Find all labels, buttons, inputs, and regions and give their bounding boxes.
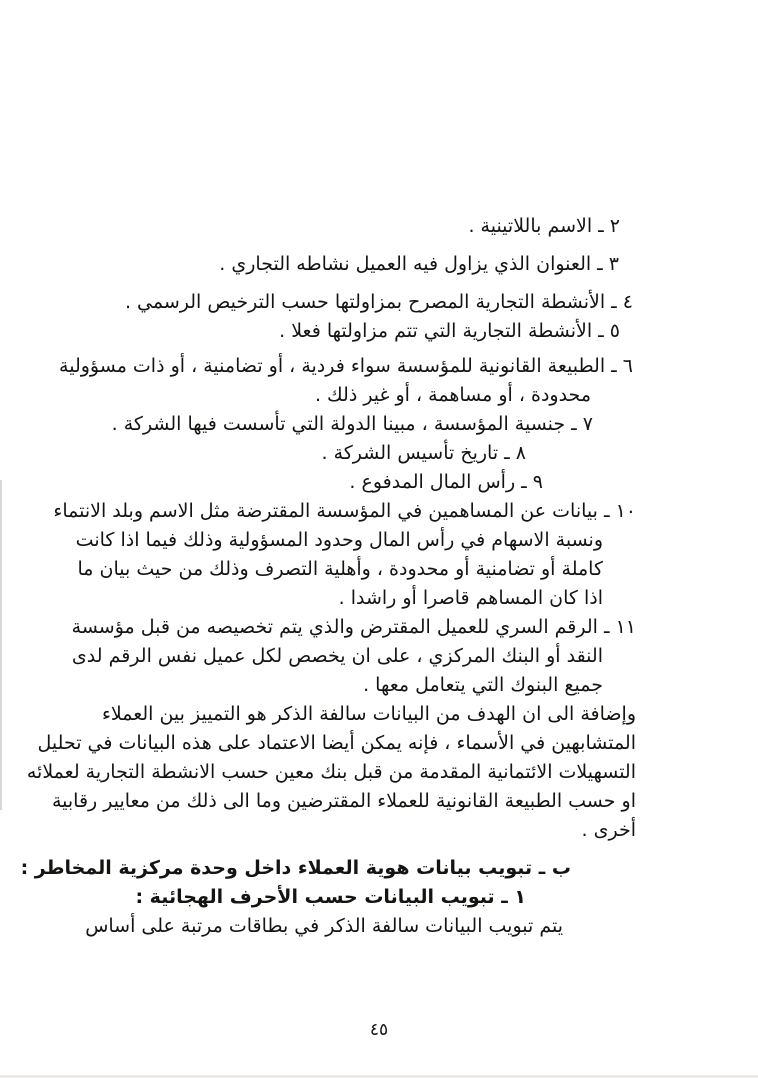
body-line: يتم تبويب البيانات سالفة الذكر في بطاقات مرتبة على أساس (85, 915, 563, 937)
list-item-10: ١٠ ـ بيانات عن المساهمين في المؤسسة المقترضة مثل الاسم وبلد الانتماء (53, 500, 636, 522)
paragraph-line: وإضافة الى ان الهدف من البيانات سالفة الذكر هو التمييز بين العملاء (101, 703, 636, 725)
list-item-11-continuation: جميع البنوك التي يتعامل معها . (363, 674, 603, 696)
list-item-10-continuation: كاملة أو تضامنية أو محدودة ، وأهلية التصرف وذلك من حيث بيان ما (77, 558, 603, 580)
paragraph-line: أخرى . (581, 819, 636, 841)
paragraph-line: او حسب الطبيعة القانونية للعملاء المقترضين وما الى ذلك من معايير رقابية (51, 790, 636, 812)
section-heading-b: ب ـ تبويب بيانات هوية العملاء داخل وحدة مركزية المخاطر : (20, 857, 571, 879)
paragraph-line: التسهيلات الائتمانية المقدمة من قبل بنك معين حسب الانشطة التجارية لعملائه (26, 761, 636, 783)
list-item-2: ٢ ـ الاسم باللاتينية . (468, 215, 620, 237)
list-item-3: ٣ ـ العنوان الذي يزاول فيه العميل نشاطه التجاري . (219, 253, 619, 275)
list-item-11: ١١ ـ الرقم السري للعميل المقترض والذي يتم تخصيصه من قبل مؤسسة (71, 616, 636, 638)
list-item-6-continuation: محدودة ، أو مساهمة ، أو غير ذلك . (314, 384, 591, 406)
list-item-9: ٩ ـ رأس المال المدفوع . (349, 471, 543, 493)
paragraph-line: المتشابهين في الأسماء ، فإنه يمكن أيضا الاعتماد على هذه البيانات في تحليل (37, 732, 636, 754)
list-item-6: ٦ ـ الطبيعة القانونية للمؤسسة سواء فردية ، أو تضامنية ، أو ذات مسؤولية (59, 355, 633, 377)
list-item-10-continuation: اذا كان المساهم قاصرا أو راشدا . (338, 587, 603, 609)
list-item-5: ٥ ـ الأنشطة التجارية التي تتم مزاولتها فعلا . (279, 320, 620, 342)
scan-artifact-left-edge (0, 480, 2, 810)
list-item-7: ٧ ـ جنسية المؤسسة ، مبينا الدولة التي تأسست فيها الشركة . (111, 413, 593, 435)
list-item-8: ٨ ـ تاريخ تأسيس الشركة . (321, 442, 526, 464)
list-item-10-continuation: ونسبة الاسهام في رأس المال وحدود المسؤولية وذلك فيما اذا كانت (75, 529, 603, 551)
list-item-11-continuation: النقد أو البنك المركزي ، على ان يخصص لكل عميل نفس الرقم لدى (71, 645, 603, 667)
subsection-heading-1: ١ ـ تبويب البيانات حسب الأحرف الهجائية : (135, 886, 526, 908)
page-number: ٤٥ (369, 1020, 389, 1040)
document-text-block (20, 206, 636, 941)
list-item-4: ٤ ـ الأنشطة التجارية المصرح بمزاولتها حسب الترخيص الرسمي . (124, 291, 633, 313)
